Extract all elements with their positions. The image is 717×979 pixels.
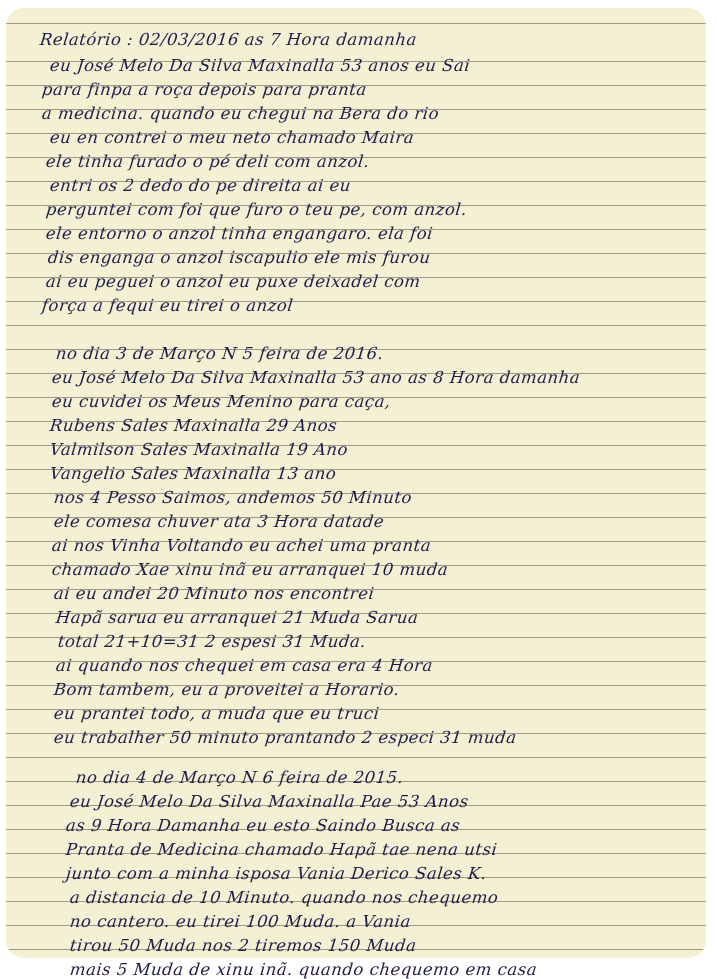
text-line: Pranta de Medicina chamado Hapã tae nena utsi bbox=[65, 840, 499, 859]
text-line: eu prantei todo, a muda que eu truci bbox=[53, 704, 381, 723]
text-line: mais 5 Muda de xinu inã. quando chequemo em casa bbox=[69, 960, 539, 979]
text-line: eu José Melo Da Silva Maxinalla Pae 53 Anos bbox=[69, 792, 470, 811]
handwritten-text bbox=[6, 8, 706, 979]
text-line: no dia 4 de Março N 6 feira de 2015. bbox=[75, 768, 405, 787]
text-line: Valmilson Sales Maxinalla 19 Ano bbox=[49, 440, 350, 459]
text-line: junto com a minha isposa Vania Derico Sales K. bbox=[65, 864, 488, 883]
text-line: eu José Melo Da Silva Maxinalla 53 anos eu Sai bbox=[49, 56, 472, 75]
text-line: ai eu peguei o anzol eu puxe deixadel com bbox=[45, 272, 422, 291]
text-line: para finpa a roça depois para pranta bbox=[41, 80, 368, 99]
text-line: no cantero. eu tirei 100 Muda. a Vania bbox=[69, 912, 412, 931]
text-line: ai eu andei 20 Minuto nos encontrei bbox=[53, 584, 376, 603]
text-line: Relatório : 02/03/2016 as 7 Hora damanha bbox=[39, 30, 418, 49]
text-line: eu en contrei o meu neto chamado Maira bbox=[49, 128, 416, 147]
notebook-page bbox=[6, 8, 706, 979]
text-line: dis enganga o anzol iscapulio ele mis furou bbox=[47, 248, 432, 267]
text-line: ele tinha furado o pé deli com anzol. bbox=[45, 152, 371, 171]
text-line: a medicina. quando eu chegui na Bera do rio bbox=[41, 104, 441, 123]
text-line: eu trabalher 50 minuto prantando 2 especi 31 muda bbox=[53, 728, 518, 747]
text-line: entri os 2 dedo do pe direita ai eu bbox=[49, 176, 352, 195]
text-line: eu José Melo Da Silva Maxinalla 53 ano as 8 Hora damanha bbox=[51, 368, 582, 387]
text-line: Vangelio Sales Maxinalla 13 ano bbox=[49, 464, 338, 483]
text-line: chamado Xae xinu inã eu arranquei 10 muda bbox=[51, 560, 450, 579]
text-line: nos 4 Pesso Saimos, andemos 50 Minuto bbox=[53, 488, 414, 507]
text-line: ele entorno o anzol tinha engangaro. ela foi bbox=[45, 224, 435, 243]
text-line: tirou 50 Muda nos 2 tiremos 150 Muda bbox=[69, 936, 418, 955]
text-line: Bom tambem, eu a proveitei a Horario. bbox=[53, 680, 401, 699]
text-line: ai quando nos chequei em casa era 4 Hora bbox=[55, 656, 434, 675]
text-line: a distancia de 10 Minuto. quando nos chequemo bbox=[69, 888, 500, 907]
text-line: eu cuvidei os Meus Menino para caça, bbox=[51, 392, 392, 411]
text-line: no dia 3 de Março N 5 feira de 2016. bbox=[55, 344, 385, 363]
text-line: total 21+10=31 2 espesi 31 Muda. bbox=[57, 632, 368, 651]
text-line: perguntei com foi que furo o teu pe, com anzol. bbox=[45, 200, 469, 219]
text-line: Hapã sarua eu arranquei 21 Muda Sarua bbox=[55, 608, 420, 627]
text-line: Rubens Sales Maxinalla 29 Anos bbox=[49, 416, 339, 435]
text-line: ai nos Vinha Voltando eu achei uma pranta bbox=[51, 536, 433, 555]
text-line: as 9 Hora Damanha eu esto Saindo Busca as bbox=[65, 816, 462, 835]
text-line: força a fequi eu tirei o anzol bbox=[41, 296, 295, 315]
text-line: ele comesa chuver ata 3 Hora datade bbox=[53, 512, 386, 531]
